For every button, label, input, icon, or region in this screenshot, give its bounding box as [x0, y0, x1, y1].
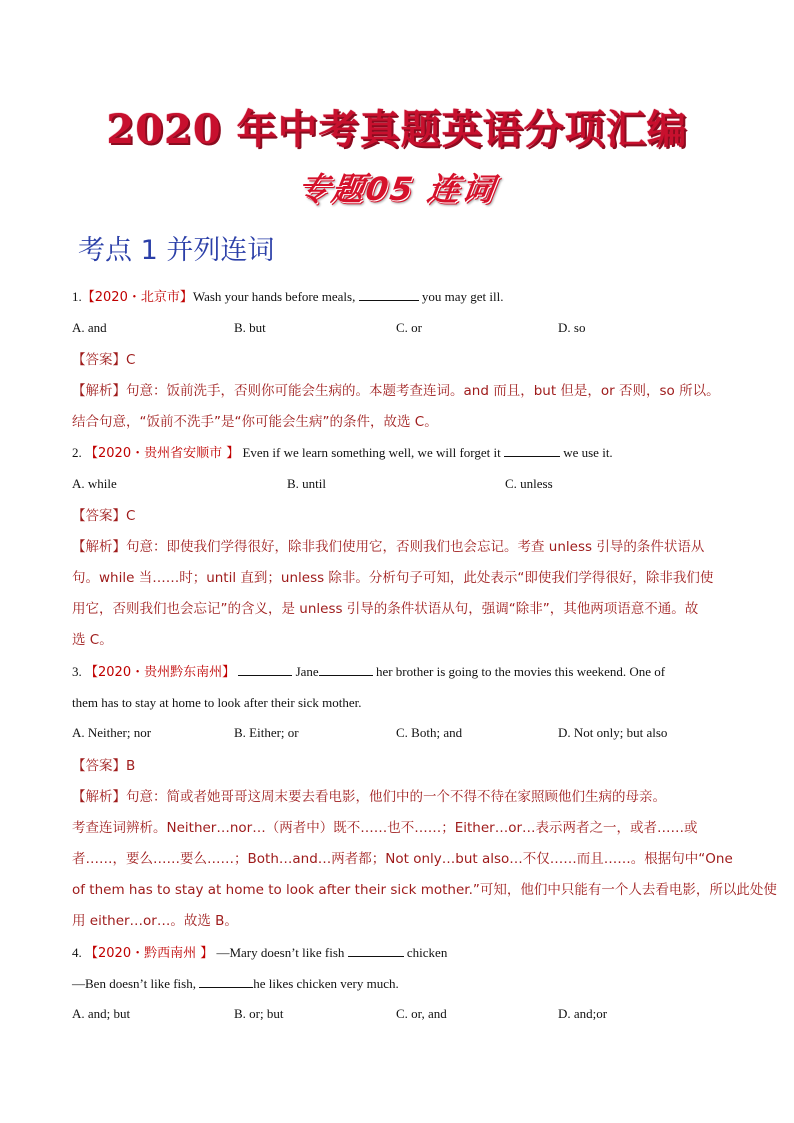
- question-2-stem: 2. 【2020・贵州省安顺市 】 Even if we learn something well, we will forget it we use it.: [72, 445, 613, 461]
- option-c: C. or, and: [396, 1006, 447, 1021]
- question-4-stem-continued: —Ben doesn’t like fish, he likes chicken very much.: [72, 976, 399, 991]
- question-3-answer: 【答案】B: [72, 758, 136, 774]
- question-source: 【2020・北京市】: [81, 290, 193, 305]
- answer-blank: [348, 944, 404, 957]
- question-2-analysis-line: 句。while 当……时；until 直到；unless 除非。分析句子可知，此处表示“即使我们学得很好，除非我们使: [72, 570, 714, 586]
- option-a: A. Neither; nor: [72, 725, 152, 740]
- question-3-analysis-line: 【解析】句意：简或者她哥哥这周末要去看电影，他们中的一个不得不待在家照顾他们生病的母亲。: [72, 789, 666, 805]
- document-subtitle: 专题05 连词: [295, 170, 499, 208]
- question-source: 【2020・贵州黔东南州】: [85, 665, 236, 680]
- question-2-analysis-line: 【解析】句意：即使我们学得很好，除非我们使用它，否则我们也会忘记。考查 unless 引导的条件状语从: [72, 539, 705, 555]
- question-3-analysis-line: of them has to stay at home to look after their sick mother.”可知，他们中只能有一个人去看电影，所以此处使: [72, 882, 777, 898]
- question-3-analysis-line: 者……，要么……要么……；Both…and…两者都；Not only…but also…不仅……而且……。根据句中“One: [72, 851, 733, 867]
- question-1-answer: 【答案】C: [72, 352, 136, 368]
- answer-blank: [359, 288, 419, 301]
- question-1-analysis-line: 结合句意，“饭前不洗手”是“你可能会生病”的条件，故选 C。: [72, 414, 438, 430]
- answer-blank: [199, 975, 253, 988]
- question-3-analysis-line: 用 either…or…。故选 B。: [72, 913, 238, 929]
- option-d: D. Not only; but also: [558, 725, 668, 740]
- question-1-stem: 1.【2020・北京市】Wash your hands before meals, you may get ill.: [72, 289, 504, 305]
- option-a: A. while: [72, 476, 117, 491]
- question-source: 【2020・黔西南州 】: [85, 946, 214, 961]
- option-d: D. so: [558, 320, 586, 335]
- answer-blank: [319, 663, 373, 676]
- question-source: 【2020・贵州省安顺市 】: [85, 446, 240, 461]
- question-2-answer: 【答案】C: [72, 508, 136, 524]
- option-c: C. or: [396, 320, 422, 335]
- question-3-stem: 3. 【2020・贵州黔东南州】 Jane her brother is going to the movies this weekend. One of: [72, 664, 666, 680]
- question-1-analysis-line: 【解析】句意：饭前洗手，否则你可能会生病的。本题考查连词。and 而且，but 但是，or 否则，so 所以。: [72, 383, 720, 399]
- option-d: D. and;or: [558, 1006, 608, 1021]
- option-a: A. and; but: [72, 1006, 131, 1021]
- question-2-analysis-line: 选 C。: [72, 632, 113, 648]
- question-4-stem: 4. 【2020・黔西南州 】 —Mary doesn’t like fish chicken: [72, 945, 448, 961]
- question-3-analysis-line: 考查连词辨析。Neither…nor…（两者中）既不……也不……；Either…or…表示两者之一，或者……或: [72, 820, 698, 836]
- question-3-stem-continued: them has to stay at home to look after their sick mother.: [72, 695, 362, 710]
- option-b: B. Either; or: [234, 725, 299, 740]
- option-b: B. until: [287, 476, 327, 491]
- option-b: B. or; but: [234, 1006, 284, 1021]
- option-c: C. Both; and: [396, 725, 463, 740]
- document-title: 2020 年中考真题英语分项汇编: [106, 106, 688, 153]
- option-a: A. and: [72, 320, 107, 335]
- option-b: B. but: [234, 320, 266, 335]
- answer-blank: [238, 663, 292, 676]
- option-c: C. unless: [505, 476, 553, 491]
- answer-blank: [504, 444, 560, 457]
- section-heading: 考点 1 并列连词: [78, 235, 275, 266]
- question-2-analysis-line: 用它，否则我们也会忘记”的含义，是 unless 引导的条件状语从句，强调“除非”，其他两项语意不通。故: [72, 601, 699, 617]
